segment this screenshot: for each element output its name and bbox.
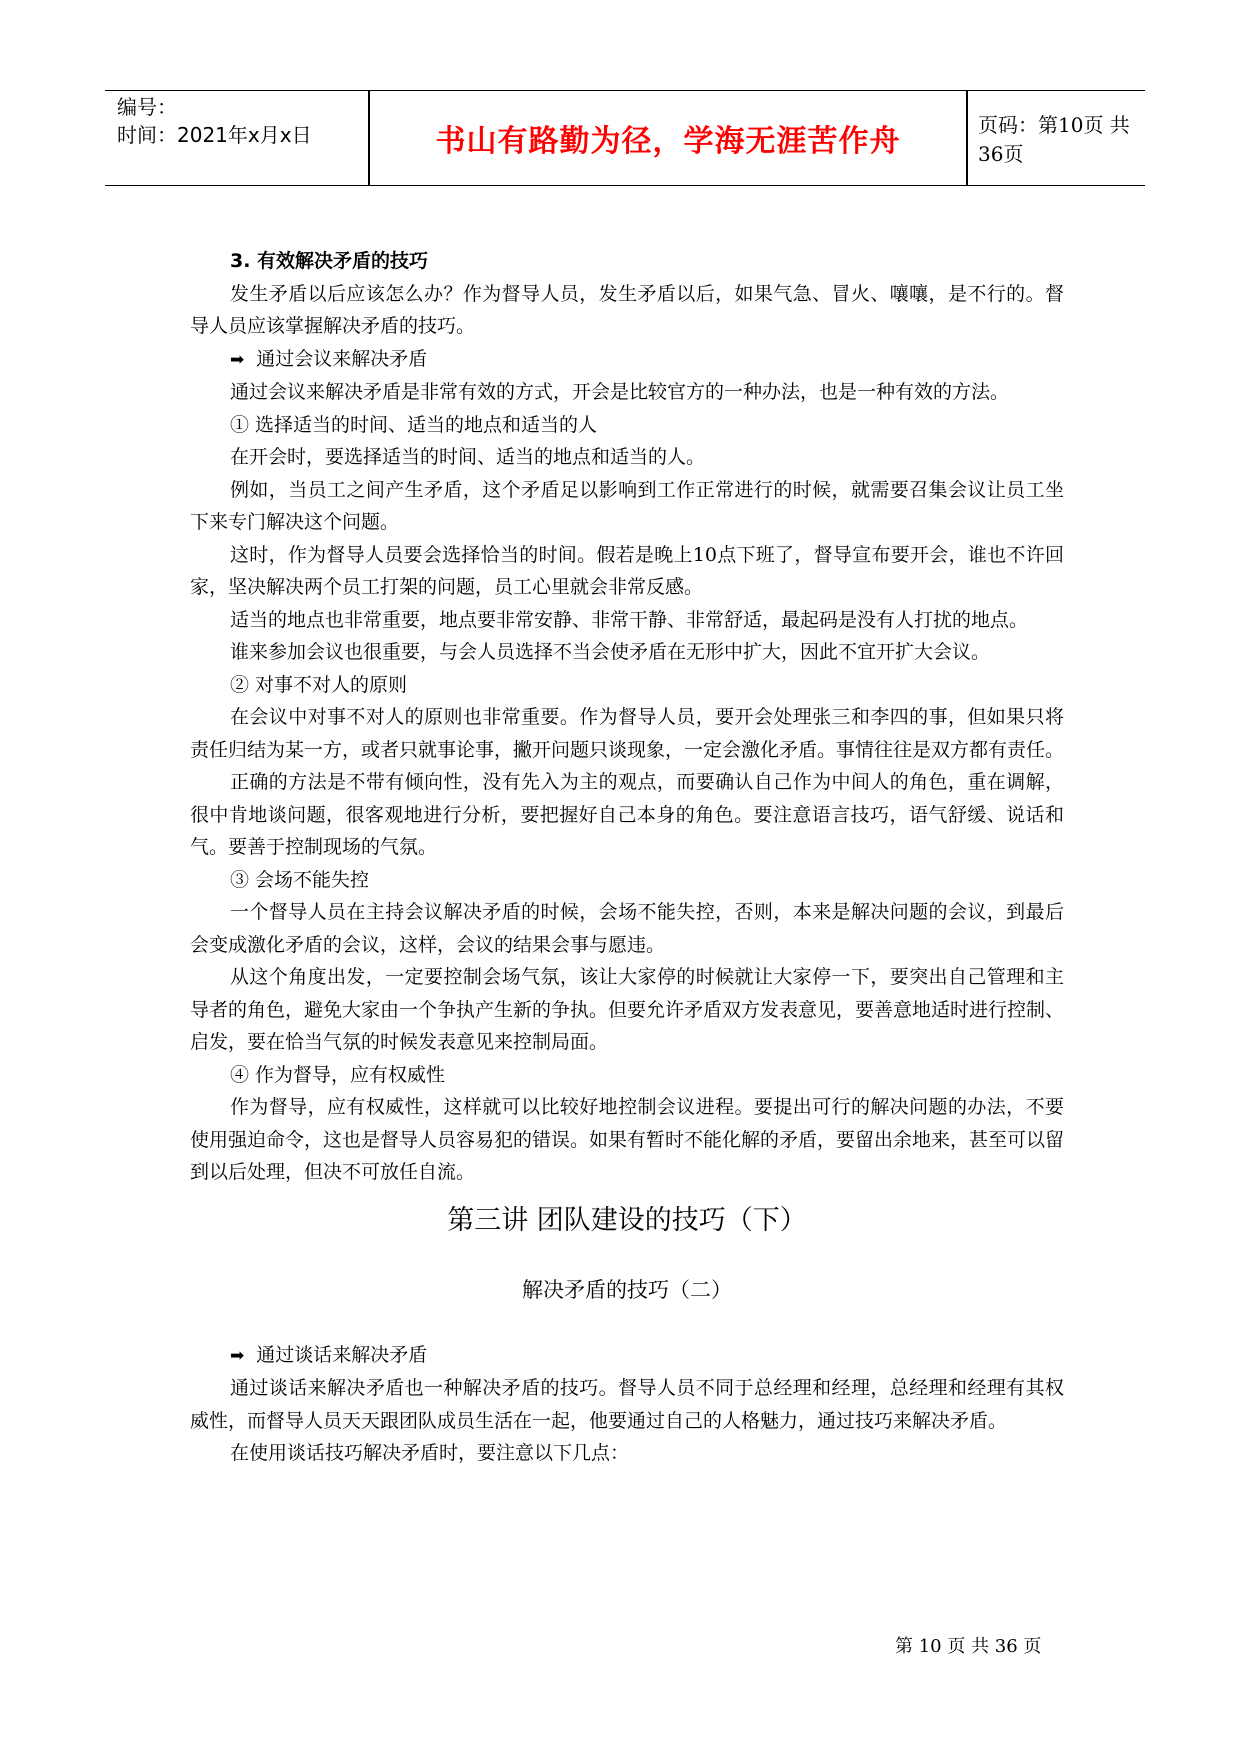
numbered-item: ③ 会场不能失控 — [230, 868, 370, 891]
page-footer: 第 10 页 共 36 页 — [895, 1636, 1042, 1657]
paragraph: 正确的方法是不带有倾向性，没有先入为主的观点，而要确认自己作为中间人的角色，重在调解，很中肯地谈问题，很客观地进行分析，要把握好自己本身的角色。要注意语言技巧，语气舒缓、说话和气。要善于控制现场的气氛。 — [190, 771, 1064, 858]
arrow-right-icon: ➡ — [230, 349, 245, 370]
paragraph: 从这个角度出发，一定要控制会场气氛，该让大家停的时候就让大家停一下，要突出自己管理和主导者的角色，避免大家由一个争执产生新的争执。但要允许矛盾双方发表意见，要善意地适时进行控制、启发，要在恰当气氛的时候发表意见来控制局面。 — [190, 966, 1065, 1053]
bullet-item: ➡ 通过会议来解决矛盾 — [230, 347, 428, 370]
paragraph: 例如，当员工之间产生矛盾，这个矛盾足以影响到工作正常进行的时候，就需要召集会议让员工坐下来专门解决这个问题。 — [190, 478, 1064, 533]
paragraph: 在使用谈话技巧解决矛盾时，要注意以下几点： — [230, 1442, 630, 1464]
document-body — [190, 245, 1064, 1470]
numbered-item: ② 对事不对人的原则 — [230, 673, 408, 696]
paragraph: 通过会议来解决矛盾是非常有效的方式，开会是比较官方的一种办法，也是一种有效的方法。 — [230, 381, 1010, 403]
header-divider — [966, 91, 968, 185]
paragraph: 作为督导，应有权威性，这样就可以比较好地控制会议进程。要提出可行的解决问题的办法，不要使用强迫命令，这也是督导人员容易犯的错误。如果有暂时不能化解的矛盾，要留出余地来，甚至可以留到以后处理，但决不可放任自流。 — [190, 1096, 1065, 1183]
header-motto: 书山有路勤为径，学海无涯苦作舟 — [435, 124, 901, 159]
numbered-item: ④ 作为督导，应有权威性 — [230, 1063, 446, 1086]
paragraph: 发生矛盾以后应该怎么办？作为督导人员，发生矛盾以后，如果气急、冒火、嚷嚷，是不行的。督导人员应该掌握解决矛盾的技巧。 — [190, 282, 1064, 337]
page-header — [105, 90, 1145, 186]
paragraph: 通过谈话来解决矛盾也一种解决矛盾的技巧。督导人员不同于总经理和经理，总经理和经理有其权威性，而督导人员天天跟团队成员生活在一起，他要通过自己的人格魅力，通过技巧来解决矛盾。 — [190, 1377, 1064, 1432]
lecture-title: 第三讲 团队建设的技巧（下） — [447, 1204, 807, 1236]
number-label: 编号： — [117, 95, 177, 119]
paragraph: 这时，作为督导人员要会选择恰当的时间。假若是晚上10点下班了，督导宣布要开会，谁也不许回家，坚决解决两个员工打架的问题，员工心里就会非常反感。 — [190, 543, 1064, 598]
paragraph: 在开会时，要选择适当的时间、适当的地点和适当的人。 — [230, 446, 706, 468]
paragraph: 一个督导人员在主持会议解决矛盾的时候，会场不能失控，否则，本来是解决问题的会议，到最后会变成激化矛盾的会议，这样，会议的结果会事与愿违。 — [190, 901, 1064, 956]
header-page-label: 页码：第10页 共36页 — [978, 113, 1130, 166]
bullet-item: ➡ 通过谈话来解决矛盾 — [230, 1343, 428, 1366]
numbered-item: ① 选择适当的时间、适当的地点和适当的人 — [230, 413, 598, 436]
arrow-right-icon: ➡ — [230, 1345, 245, 1366]
time-label: 时间：2021年x月x日 — [117, 123, 312, 147]
paragraph: 谁来参加会议也很重要，与会人员选择不当会使矛盾在无形中扩大，因此不宜开扩大会议。 — [230, 641, 991, 663]
paragraph: 适当的地点也非常重要，地点要非常安静、非常干静、非常舒适，最起码是没有人打扰的地点。 — [230, 608, 1029, 631]
paragraph: 在会议中对事不对人的原则也非常重要。作为督导人员，要开会处理张三和李四的事，但如果只将责任归结为某一方，或者只就事论事，撇开问题只谈现象，一定会激化矛盾。事情往往是双方都有责任。 — [190, 706, 1065, 761]
lecture-subtitle: 解决矛盾的技巧（二） — [522, 1277, 732, 1302]
section-heading: 3. 有效解决矛盾的技巧 — [230, 250, 429, 272]
header-meta — [117, 91, 369, 185]
